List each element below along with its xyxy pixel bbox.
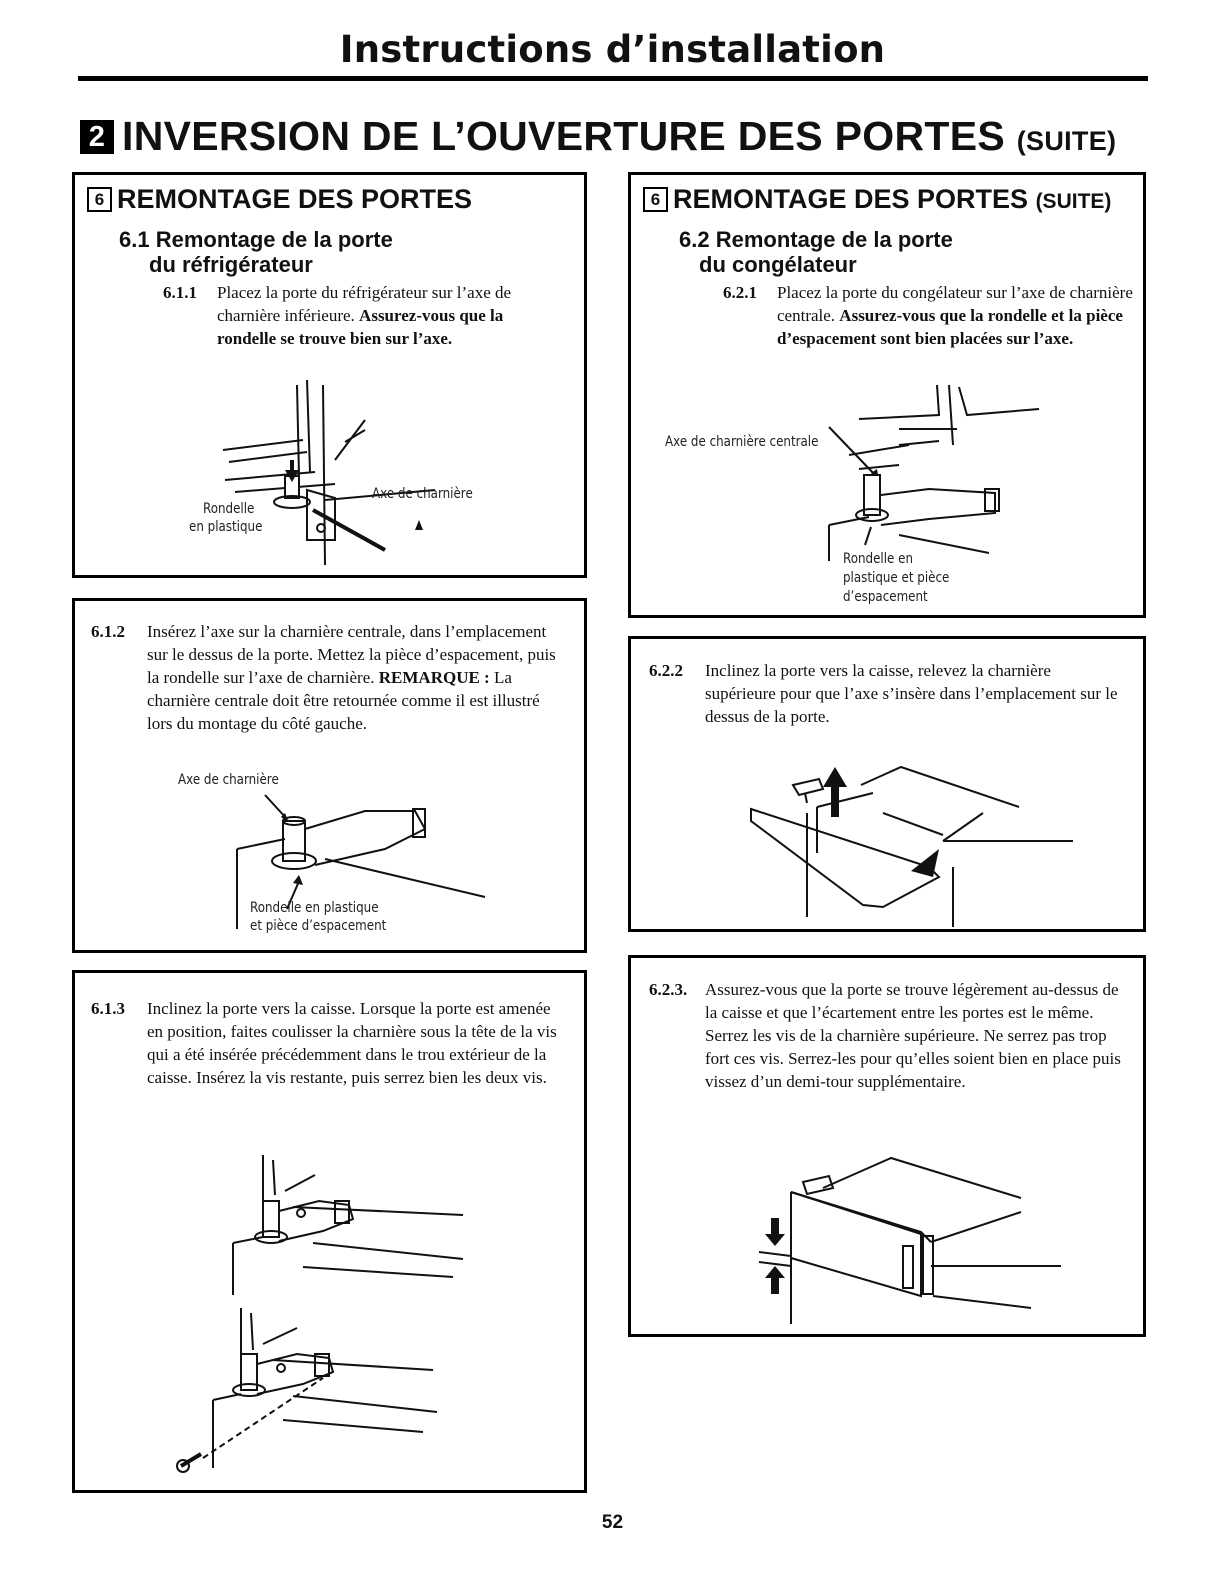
label-axe-de-charniere-centrale: Axe de charnière centrale <box>665 434 819 450</box>
remark-text: La charnière centrale doit être retournée comme il est illustré lors du montage du côté gauche. <box>147 668 540 733</box>
paragraph-text: Inclinez la porte vers la caisse, relevez la charnière supérieure pour que l’axe s’insère dans l’emplacement sur le dessus de la porte. <box>705 661 1118 726</box>
hinge-screw-illustration-bottom <box>173 1308 473 1478</box>
subsection-heading <box>119 227 393 277</box>
subsection-line2: du réfrigérateur <box>149 252 313 277</box>
box-heading <box>87 184 472 215</box>
box-heading-text: REMONTAGE DES PORTES <box>117 184 473 214</box>
subsection-heading <box>679 227 953 277</box>
box-6-2-3 <box>628 955 1146 1337</box>
paragraph-6-1-1 <box>163 281 558 350</box>
title-rule <box>78 76 1148 81</box>
box-6-2-1 <box>628 172 1146 618</box>
box-heading-text: REMONTAGE DES PORTES <box>673 184 1029 214</box>
paragraph-text: Placez la porte du congélateur sur l’axe de charnière centrale. <box>777 283 1133 325</box>
paragraph-text: Placez la porte du réfrigérateur sur l’axe de charnière inférieure. <box>217 283 512 325</box>
label-espacement: d’espacement <box>843 589 928 605</box>
remark-label: REMARQUE : <box>378 668 490 687</box>
subsection-line1: 6.1 Remontage de la porte <box>119 227 393 252</box>
center-hinge-illustration <box>789 385 1139 575</box>
hinge-screw-illustration-top <box>223 1155 483 1315</box>
hinge-illustration <box>215 380 475 575</box>
paragraph-6-1-2 <box>91 620 561 735</box>
page-title: Instructions d’installation <box>339 28 886 71</box>
paragraph-bold-text: Assurez-vous que la rondelle et la pièce d’espacement sont bien placées sur l’axe. <box>777 306 1123 348</box>
box-heading-suite: (SUITE) <box>1035 190 1112 213</box>
paragraph-text: Insérez l’axe sur la charnière centrale, dans l’emplacement sur le dessus de la porte. Mettez la pièce d’espacement, puis la rondelle sur l’axe de charnière. <box>147 622 556 687</box>
step-badge: 6 <box>87 187 112 212</box>
label-rondelle-en-plastique: Rondelle en plastique <box>250 900 379 916</box>
paragraph-text: Assurez-vous que la porte se trouve légèrement au-dessus de la caisse et que l’écartement entre les portes est le même. Serrez les vis de la charnière supérieure. Ne serrez pas trop fort ces vis. Serrez-les pour qu’elles soient bien en place puis vissez d’un demi-tour supplémentaire. <box>705 980 1121 1091</box>
paragraph-number: 6.2.2 <box>649 661 683 680</box>
subsection-line1: 6.2 Remontage de la porte <box>679 227 953 252</box>
paragraph-6-2-2 <box>649 659 1125 728</box>
section-suite: (SUITE) <box>1016 126 1117 156</box>
section-number-badge: 2 <box>80 120 114 154</box>
paragraph-6-2-1 <box>723 281 1133 350</box>
subsection-line2: du congélateur <box>699 252 857 277</box>
label-rondelle-en: Rondelle en <box>843 551 914 567</box>
box-6-1-1 <box>72 172 587 578</box>
page-number: 52 <box>601 1512 624 1533</box>
label-axe-de-charniere: Axe de charnière <box>372 486 473 502</box>
door-alignment-illustration <box>731 1148 1091 1328</box>
box-6-1-2 <box>72 598 587 953</box>
paragraph-bold-text: Assurez-vous que la rondelle se trouve bien sur l’axe. <box>217 306 504 348</box>
paragraph-6-2-3 <box>649 978 1133 1093</box>
paragraph-number: 6.2.1 <box>723 283 757 302</box>
paragraph-text: Inclinez la porte vers la caisse. Lorsque la porte est amenée en position, faites coulisser la charnière sous la tête de la vis qui a été insérée précédemment dans le trou extérieur de la caisse. Insérez la vis restante, puis serrez bien les deux vis. <box>147 999 557 1087</box>
paragraph-6-1-3 <box>91 997 567 1089</box>
label-axe-de-charniere: Axe de charnière <box>178 772 279 788</box>
box-6-1-3 <box>72 970 587 1493</box>
label-plastique-et-piece: plastique et pièce <box>843 570 950 586</box>
label-et-piece-espacement: et pièce d’espacement <box>250 918 387 934</box>
section-title-text: INVERSION DE L’OUVERTURE DES PORTES <box>122 113 1006 159</box>
box-6-2-2 <box>628 636 1146 932</box>
label-rondelle: Rondelle <box>203 501 255 517</box>
section-title <box>80 113 1116 160</box>
label-en-plastique: en plastique <box>189 519 263 535</box>
step-badge: 6 <box>643 187 668 212</box>
paragraph-number: 6.1.2 <box>91 622 125 641</box>
paragraph-number: 6.1.1 <box>163 283 197 302</box>
paragraph-number: 6.2.3. <box>649 980 688 999</box>
door-tilt-illustration <box>743 757 1083 927</box>
paragraph-number: 6.1.3 <box>91 999 125 1018</box>
box-heading <box>643 184 1111 215</box>
